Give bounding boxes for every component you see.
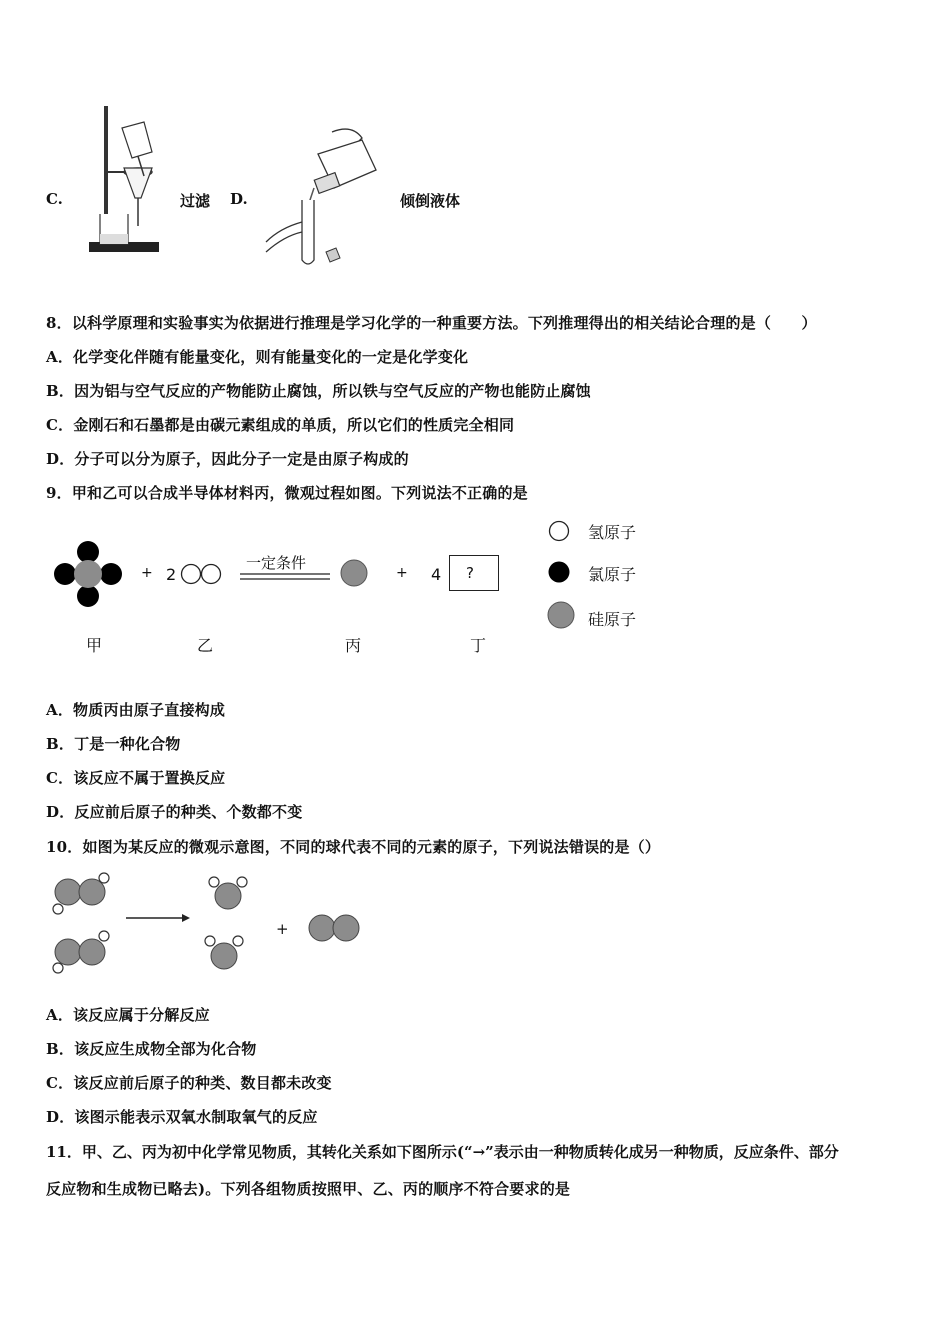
q9-coefficient-ding: 4: [431, 565, 442, 584]
q10-plus: +: [276, 920, 289, 938]
q10-reaction-figure: [48, 872, 368, 976]
label-ding: 丁: [470, 636, 487, 655]
q9-plus-1: +: [141, 565, 153, 581]
question-9-stem: 9．甲和乙可以合成半导体材料丙，微观过程如图。下列说法不正确的是: [46, 484, 528, 502]
molecule-jia-sicl4: [52, 538, 124, 610]
option-c-letter: C.: [46, 190, 63, 208]
question-9-option-c: C．该反应不属于置换反应: [46, 769, 226, 787]
q9-reaction-condition: 一定条件: [246, 554, 307, 572]
legend-hydrogen-label: 氢原子: [588, 523, 637, 542]
question-8-option-a: A．化学变化伴随有能量变化，则有能量变化的一定是化学变化: [46, 348, 469, 366]
question-8-option-d: D．分子可以分为原子，因此分子一定是由原子构成的: [46, 450, 409, 468]
legend-chlorine-label: 氯原子: [588, 565, 637, 584]
question-10-option-c: C．该反应前后原子的种类、数目都未改变: [46, 1074, 332, 1092]
q9-unknown-mark: ?: [466, 564, 474, 582]
label-yi: 乙: [197, 636, 214, 655]
question-10-option-a: A．该反应属于分解反应: [46, 1006, 210, 1024]
q9-reaction-equals-sign: [240, 573, 330, 581]
legend-silicon-icon: [547, 601, 575, 629]
label-jia: 甲: [86, 636, 103, 655]
q9-plus-2: +: [396, 565, 408, 581]
question-10-option-b: B．该反应生成物全部为化合物: [46, 1040, 257, 1058]
legend-silicon-label: 硅原子: [588, 610, 637, 629]
question-10-option-d: D．该图示能表示双氧水制取氧气的反应: [46, 1108, 318, 1126]
option-d-caption: 倾倒液体: [400, 192, 461, 210]
legend-chlorine-icon: [548, 561, 570, 583]
label-bing: 丙: [345, 636, 362, 655]
filtration-apparatus-figure: [86, 102, 182, 272]
question-8-stem: 8．以科学原理和实验事实为依据进行推理是学习化学的一种重要方法。下列推理得出的相关结论合理的是（ ）: [46, 314, 817, 332]
question-11-stem-line-1: 11．甲、乙、丙为初中化学常见物质，其转化关系如下图所示(“→”表示由一种物质转化成另一种物质，反应条件、部分: [46, 1143, 839, 1161]
legend-hydrogen-icon: [548, 520, 570, 542]
q9-coefficient-yi: 2: [166, 565, 177, 584]
question-9-option-a: A．物质丙由原子直接构成: [46, 701, 226, 719]
option-c-caption: 过滤: [180, 192, 211, 210]
question-9-option-d: D．反应前后原子的种类、个数都不变: [46, 803, 303, 821]
pouring-liquid-figure: [262, 124, 382, 269]
question-9-option-b: B．丁是一种化合物: [46, 735, 181, 753]
question-8-option-b: B．因为铝与空气反应的产物能防止腐蚀，所以铁与空气反应的产物也能防止腐蚀: [46, 382, 591, 400]
molecule-bing-si: [339, 558, 369, 588]
question-8-option-c: C．金刚石和石墨都是由碳元素组成的单质，所以它们的性质完全相同: [46, 416, 515, 434]
q9-unknown-box: [449, 555, 499, 591]
molecule-yi-h2: [180, 563, 224, 585]
question-10-stem: 10．如图为某反应的微观示意图，不同的球代表不同的元素的原子，下列说法错误的是（）: [46, 838, 661, 856]
option-d-letter: D.: [230, 190, 248, 208]
question-11-stem-line-2: 反应物和生成物已略去)。下列各组物质按照甲、乙、丙的顺序不符合要求的是: [46, 1180, 571, 1198]
